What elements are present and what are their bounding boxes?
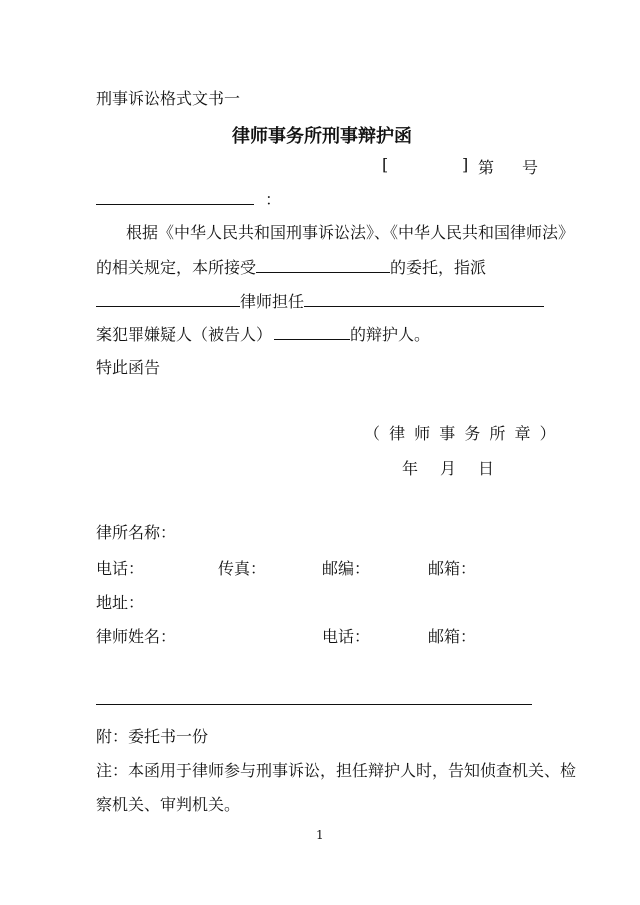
lawyer-name-label: 律师姓名：	[96, 627, 177, 646]
address-label: 地址：	[96, 593, 145, 612]
page-number: 1	[316, 828, 324, 842]
email-label: 邮箱：	[428, 559, 477, 578]
body-line-4-start: 案犯罪嫌疑人（被告人）	[96, 325, 273, 344]
attachment-note: 附：委托书一份	[96, 727, 209, 746]
postcode-label: 邮编：	[322, 559, 371, 578]
fax-label: 传真：	[218, 559, 267, 578]
date-year: 年	[402, 459, 419, 478]
firm-name-label: 律所名称：	[96, 523, 177, 542]
lawyer-email-label: 邮箱：	[428, 627, 477, 646]
number-di: 第	[478, 158, 495, 177]
body-line-2-end: 的委托，指派	[390, 258, 487, 277]
body-line-2-start: 的相关规定，本所接受	[96, 258, 257, 277]
body-line-4	[96, 322, 430, 345]
phone-label: 电话：	[96, 559, 145, 578]
lawyer-blank	[96, 290, 240, 307]
addressee-blank	[96, 188, 254, 205]
usage-note-line-1: 注：本函用于律师参与刑事诉讼，担任辩护人时，告知侦查机关、检	[96, 761, 577, 780]
body-line-1: 根据《中华人民共和国刑事诉讼法》、《中华人民共和国律师法》	[126, 223, 575, 242]
date-day: 日	[478, 459, 495, 478]
body-line-3-text: 律师担任	[240, 292, 305, 311]
number-bracket-close: ]	[462, 155, 469, 174]
suspect-blank	[274, 323, 350, 340]
body-line-3	[96, 289, 544, 312]
case-blank	[304, 290, 544, 307]
lawyer-phone-label: 电话：	[322, 627, 371, 646]
number-bracket-open: [	[382, 155, 389, 174]
addressee-line	[96, 187, 281, 210]
number-hao: 号	[522, 158, 539, 177]
document-category-label: 刑事诉讼格式文书一	[96, 89, 241, 108]
usage-note-line-2: 察机关、审判机关。	[96, 795, 241, 814]
closing-text: 特此函告	[96, 358, 161, 377]
divider-line	[96, 704, 532, 705]
date-month: 月	[440, 459, 457, 478]
addressee-colon: ：	[265, 190, 282, 209]
document-title: 律师事务所刑事辩护函	[232, 126, 412, 147]
firm-seal-placeholder: （ 律 师 事 务 所 章 ）	[364, 424, 558, 443]
client-blank	[256, 256, 390, 273]
body-line-2	[96, 255, 486, 278]
body-line-4-end: 的辩护人。	[350, 325, 431, 344]
